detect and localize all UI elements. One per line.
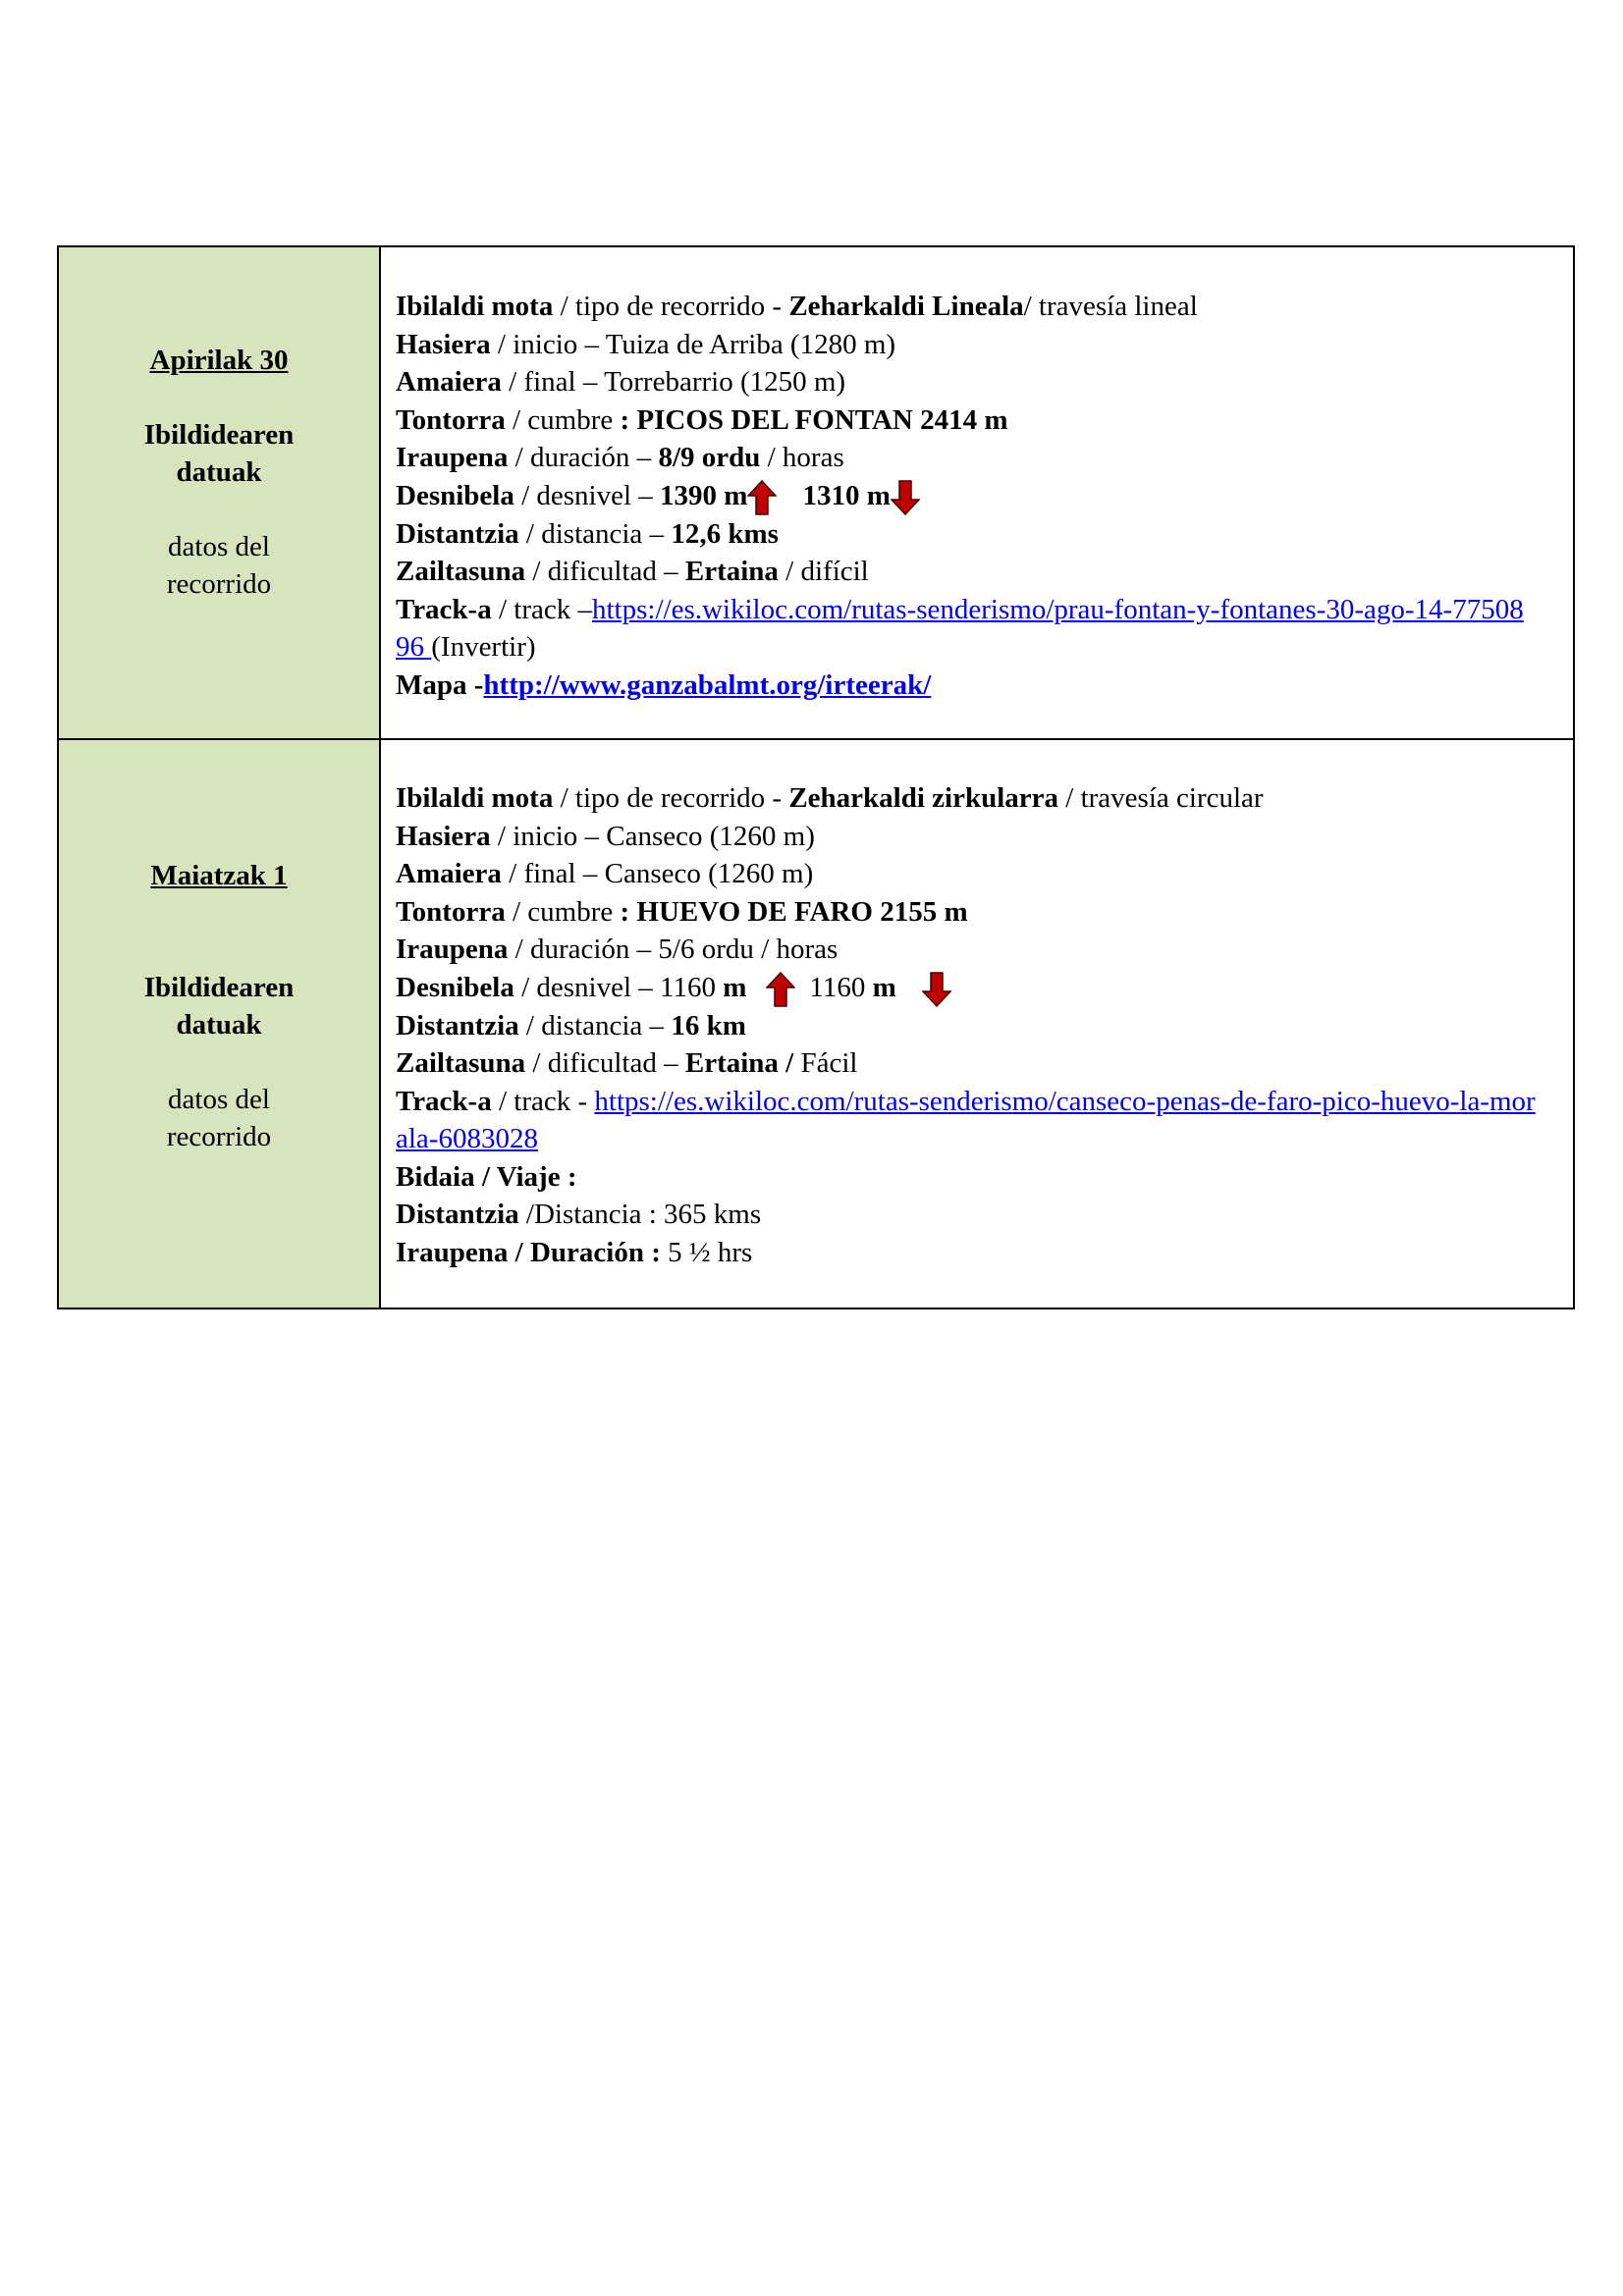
route-1-iraupena: Iraupena / duración – 8/9 ordu / horas (396, 442, 844, 473)
arrow-up-icon (747, 480, 777, 515)
route-1-subtitle-es: datos del recorrido (166, 531, 272, 600)
route-row-1 (58, 246, 1574, 739)
route-2-title-eu: Ibildidearen datuak (143, 972, 295, 1041)
route-1-details-cell (380, 246, 1574, 739)
route-1-title-eu: Ibildidearen datuak (143, 419, 295, 488)
route-1-track: Track-a / track –https://es.wikiloc.com/rutas-senderismo/prau-fontan-y-fontanes-30-ago-14-7750896 (Invertir) (396, 593, 1524, 664)
route-1-tipo: Ibilaldi mota / tipo de recorrido - Zeharkaldi Lineala/ travesía lineal (396, 291, 1198, 322)
arrow-up-icon (766, 972, 795, 1007)
route-2-distantzia: Distantzia / distancia – 16 km (396, 1009, 746, 1041)
route-2-date: Maiatzak 1 (150, 860, 288, 891)
route-2-viaje-distancia: Distantzia /Distancia : 365 kms (396, 1199, 762, 1231)
route-2-track: Track-a / track - https://es.wikiloc.com/rutas-senderismo/canseco-penas-de-faro-pico-huevo-la-morala-6083028 (396, 1085, 1536, 1155)
route-2-desnibela: Desnibela / desnivel – 1160 m 1160 m (396, 969, 1555, 1007)
arrow-down-icon (891, 480, 920, 515)
route-1-summary-cell (58, 246, 380, 739)
arrow-down-icon (922, 972, 951, 1007)
route-1-mapa-link[interactable]: http://www.ganzabalmt.org/irteerak/ (483, 668, 932, 701)
route-2-iraupena: Iraupena / duración – 5/6 ordu / horas (396, 934, 839, 965)
route-2-tontorra: Tontorra / cumbre : HUEVO DE FARO 2155 m (396, 895, 968, 928)
route-1-zailtasuna: Zailtasuna / dificultad – Ertaina / difícil (396, 556, 869, 588)
route-2-track-link[interactable]: https://es.wikiloc.com/rutas-senderismo/canseco-penas-de-faro-pico-huevo-la-morala-6083028 (396, 1085, 1536, 1155)
route-2-bidaia: Bidaia / Viaje : (396, 1160, 577, 1193)
route-1-distantzia: Distantzia / distancia – 12,6 kms (396, 517, 779, 550)
route-2-details-cell (380, 739, 1574, 1308)
route-2-zailtasuna: Zailtasuna / dificultad – Ertaina / Fácil (396, 1047, 858, 1080)
route-1-track-link[interactable]: https://es.wikiloc.com/rutas-senderismo/prau-fontan-y-fontanes-30-ago-14-7750896 (396, 593, 1524, 664)
route-2-hasiera: Hasiera / inicio – Canseco (1260 m) (396, 820, 815, 852)
route-1-mapa: Mapa -http://www.ganzabalmt.org/irteerak/ (396, 668, 932, 701)
route-2-amaiera: Amaiera / final – Canseco (1260 m) (396, 858, 814, 889)
route-2-viaje-duracion: Iraupena / Duración : 5 ½ hrs (396, 1236, 753, 1268)
route-1-amaiera: Amaiera / final – Torrebarrio (1250 m) (396, 366, 846, 398)
route-2-subtitle-es: datos del recorrido (166, 1084, 272, 1152)
route-table (57, 245, 1575, 1309)
route-2-tipo: Ibilaldi mota / tipo de recorrido - Zeharkaldi zirkularra / travesía circular (396, 782, 1264, 814)
route-2-summary-cell (58, 739, 380, 1308)
route-1-tontorra: Tontorra / cumbre : PICOS DEL FONTAN 2414 m (396, 403, 1008, 436)
route-row-2 (58, 739, 1574, 1308)
route-1-hasiera: Hasiera / inicio – Tuiza de Arriba (1280 m) (396, 328, 896, 360)
route-1-desnibela: Desnibela / desnivel – 1390 m 1310 m (396, 477, 1555, 515)
route-1-date: Apirilak 30 (149, 345, 289, 376)
